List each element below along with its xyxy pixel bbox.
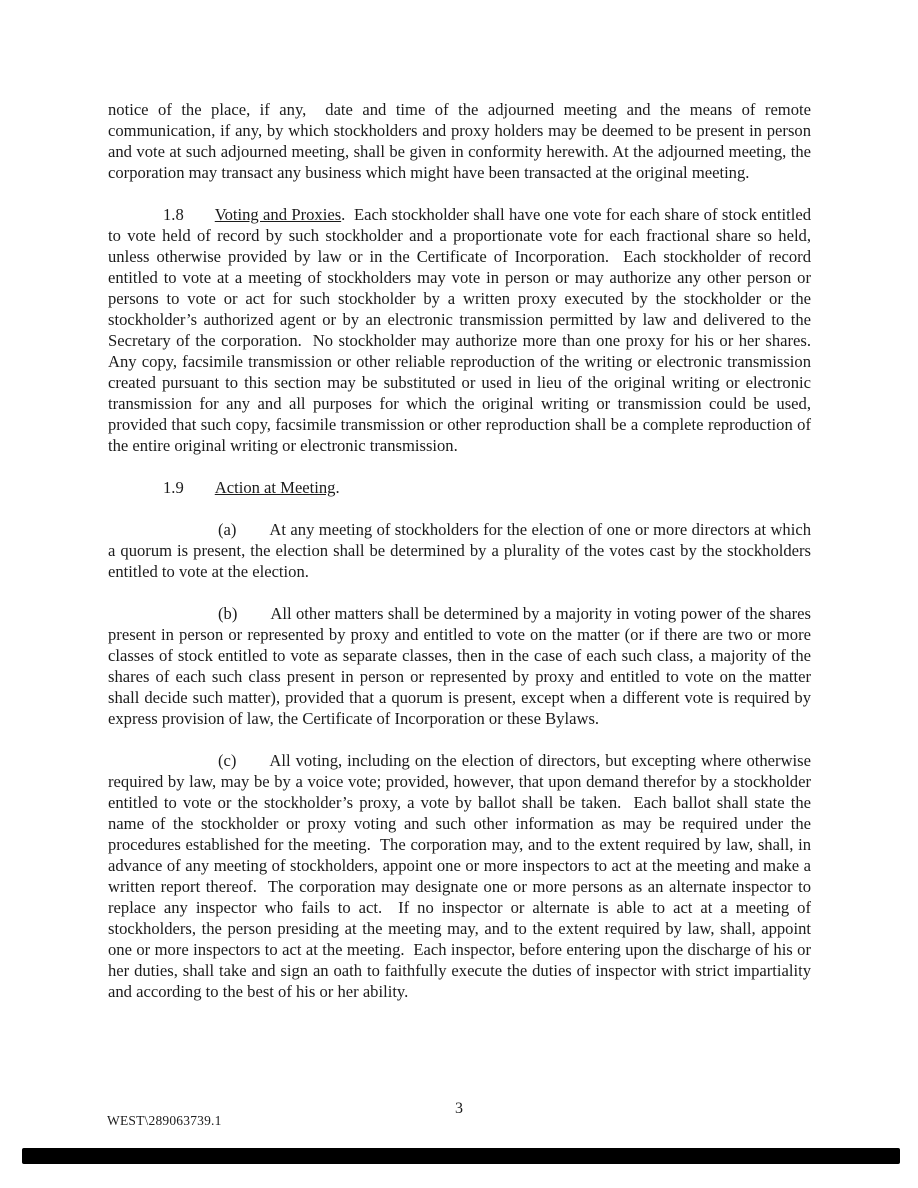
subsection-b-label: (b) (218, 604, 238, 623)
subsection-b-paragraph (108, 603, 816, 729)
scan-artifact-bar (22, 1148, 900, 1164)
section-1-8-text: . Each stockholder shall have one vote for each share of stock entitled to vote held of record by such stockholder and a proportionate vote for each fractional share so held, unless otherwise provided by law or in the Certificate of Incorporation. Each stockholder of record entitled to vote at a meeting of stockholders may vote in person or may authorize any other person or persons to vote or act for such stockholder by a written proxy executed by the stockholder or the stockholder’s authorized agent or by an electronic transmission permitted by law and delivered to the Secretary of the corporation. No stockholder may authorize more than one proxy for his or her shares. Any copy, facsimile transmission or other reliable reproduction of the writing or electronic transmission created pursuant to this section may be substituted or used in lieu of the original writing or electronic transmission for any and all purposes for which the original writing or transmission could be used, provided that such copy, facsimile transmission or other reproduction shall be a complete reproduction of the entire original writing or electronic transmission. (108, 205, 820, 455)
subsection-b-text: All other matters shall be determined by a majority in voting power of the shares present in person or represented by proxy and entitled to vote on the matter (or if there are two or more classes of stock entitled to vote as separate classes, then in the case of each such class, a majority of the shares of each such class present in person or represented by proxy and entitled to vote on the matter shall decide such matter), provided that a quorum is present, except when a different vote is required by express provision of law, the Certificate of Incorporation or these Bylaws. (108, 604, 816, 728)
page-number: 3 (455, 1100, 463, 1117)
section-1-9-number: 1.9 (163, 478, 184, 497)
document-body (108, 99, 820, 1023)
section-1-8-heading: Voting and Proxies (214, 205, 342, 224)
section-1-8-paragraph (108, 204, 820, 456)
intro-paragraph (108, 99, 816, 183)
subsection-c-label: (c) (218, 751, 237, 770)
section-1-9-heading: Action at Meeting (214, 478, 336, 497)
subsection-c-paragraph (108, 750, 816, 1002)
section-1-8-number: 1.8 (163, 205, 184, 224)
section-1-9-paragraph (108, 477, 811, 498)
subsection-a-text: At any meeting of stockholders for the election of one or more directors at which a quorum is present, the election shall be determined by a plurality of the votes cast by the stockholders entitled to vote at the election. (108, 520, 816, 581)
subsection-a-label: (a) (218, 520, 237, 539)
subsection-c-text: All voting, including on the election of directors, but excepting where otherwise required by law, may be by a voice vote; provided, however, that upon demand therefor by a stockholder entitled to vote or the stockholder’s proxy, a vote by ballot shall be taken. Each ballot shall state the name of the stockholder or proxy voting and such other information as may be required under the procedures established for the meeting. The corporation may, and to the extent required by law, shall, in advance of any meeting of stockholders, appoint one or more inspectors to act at the meeting and make a written report thereof. The corporation may designate one or more persons as an alternate inspector to replace any inspector who fails to act. If no inspector or alternate is able to act at a meeting of stockholders, the person presiding at the meeting may, and to the extent required by law, shall, appoint one or more inspectors to act at the meeting. Each inspector, before entering upon the discharge of his or her duties, shall take and sign an oath to faithfully execute the duties of inspector with strict impartiality and according to the best of his or her ability. (108, 751, 816, 1001)
section-1-9-text: . (335, 478, 340, 497)
document-id-footer: WEST\289063739.1 (107, 1113, 222, 1128)
intro-paragraph-text: notice of the place, if any, date and time of the adjourned meeting and the means of remote communication, if any, by which stockholders and proxy holders may be deemed to be present in person and vote at such adjourned meeting, shall be given in conformity herewith. At the adjourned meeting, the corporation may transact any business which might have been transacted at the original meeting. (108, 100, 816, 182)
subsection-a-paragraph (108, 519, 816, 582)
